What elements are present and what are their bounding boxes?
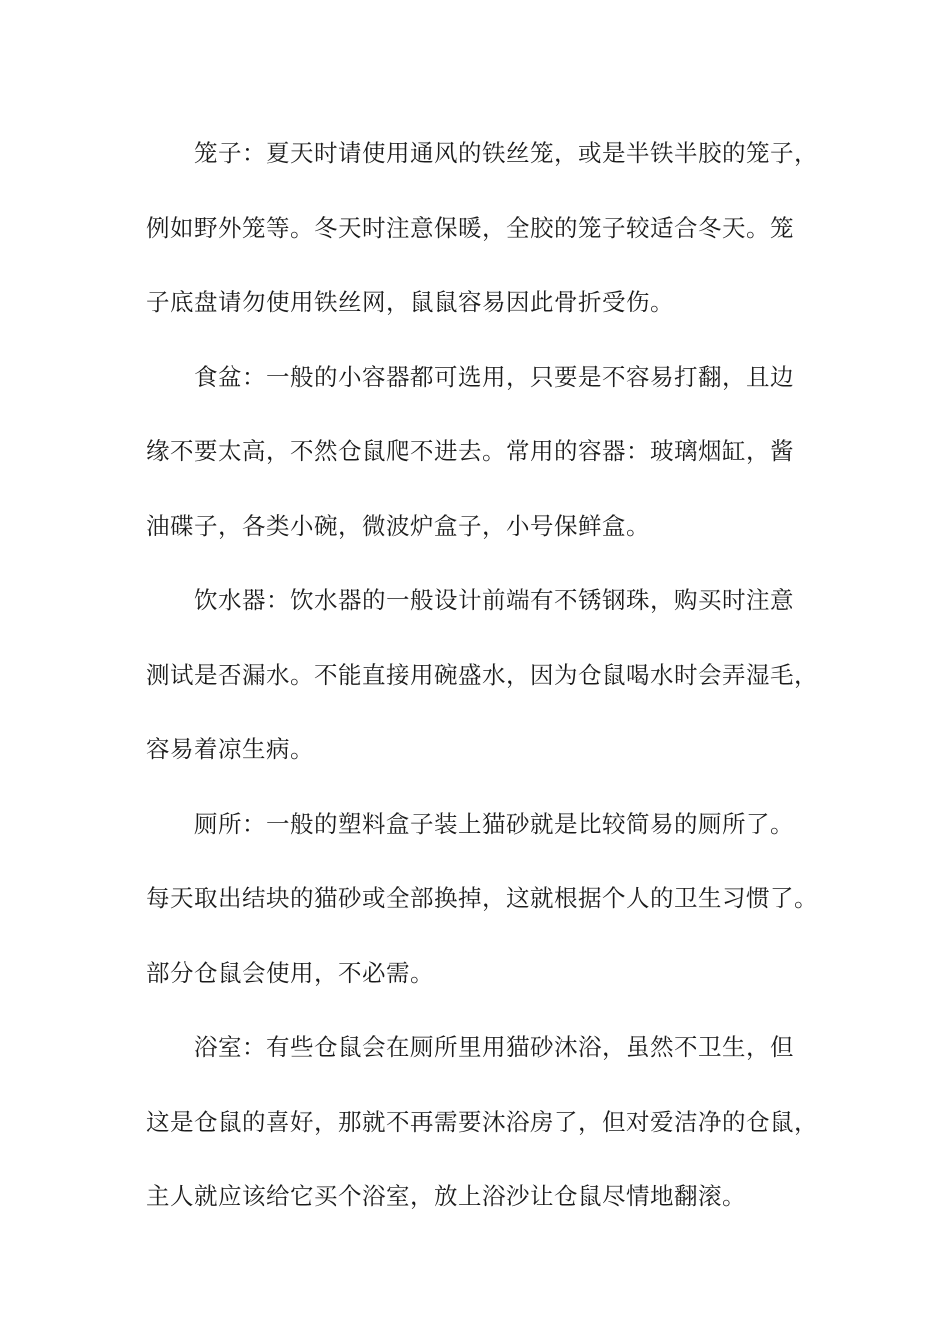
text-line: 子底盘请勿使用铁丝网，鼠鼠容易因此骨折受伤。 [146, 288, 674, 316]
text-line: 例如野外笼等。冬天时注意保暖，全胶的笼子较适合冬天。笼 [146, 213, 794, 242]
text-line: 食盆：一般的小容器都可选用，只要是不容易打翻，且边 [194, 362, 794, 391]
document-body [146, 128, 818, 1246]
text-line: 容易着凉生病。 [146, 735, 314, 763]
paragraph-bathroom [146, 1022, 818, 1246]
paragraph-cage [146, 128, 818, 352]
text-line: 饮水器：饮水器的一般设计前端有不锈钢珠，购买时注意 [194, 586, 794, 614]
text-line: 部分仓鼠会使用，不必需。 [146, 958, 434, 987]
paragraph-water-bottle [146, 575, 818, 799]
text-line: 每天取出结块的猫砂或全部换掉，这就根据个人的卫生习惯了。 [146, 884, 818, 912]
paragraph-food-bowl [146, 352, 811, 576]
text-line: 缘不要太高，不然仓鼠爬不进去。常用的容器：玻璃烟缸，酱 [146, 437, 794, 465]
text-line: 浴室：有些仓鼠会在厕所里用猫砂沐浴，虽然不卫生，但 [194, 1033, 794, 1061]
text-line: 主人就应该给它买个浴室，放上浴沙让仓鼠尽情地翻滚。 [146, 1182, 746, 1210]
text-line: 笼子：夏天时请使用通风的铁丝笼，或是半铁半胶的笼子， [194, 139, 818, 167]
text-line: 测试是否漏水。不能直接用碗盛水，因为仓鼠喝水时会弄湿毛， [146, 660, 818, 689]
paragraph-toilet [146, 799, 818, 1023]
text-line: 这是仓鼠的喜好，那就不再需要沐浴房了，但对爱洁净的仓鼠， [146, 1107, 818, 1136]
text-line: 厕所：一般的塑料盒子装上猫砂就是比较简易的厕所了。 [194, 809, 794, 838]
text-line: 油碟子，各类小碗，微波炉盒子，小号保鲜盒。 [146, 511, 650, 540]
